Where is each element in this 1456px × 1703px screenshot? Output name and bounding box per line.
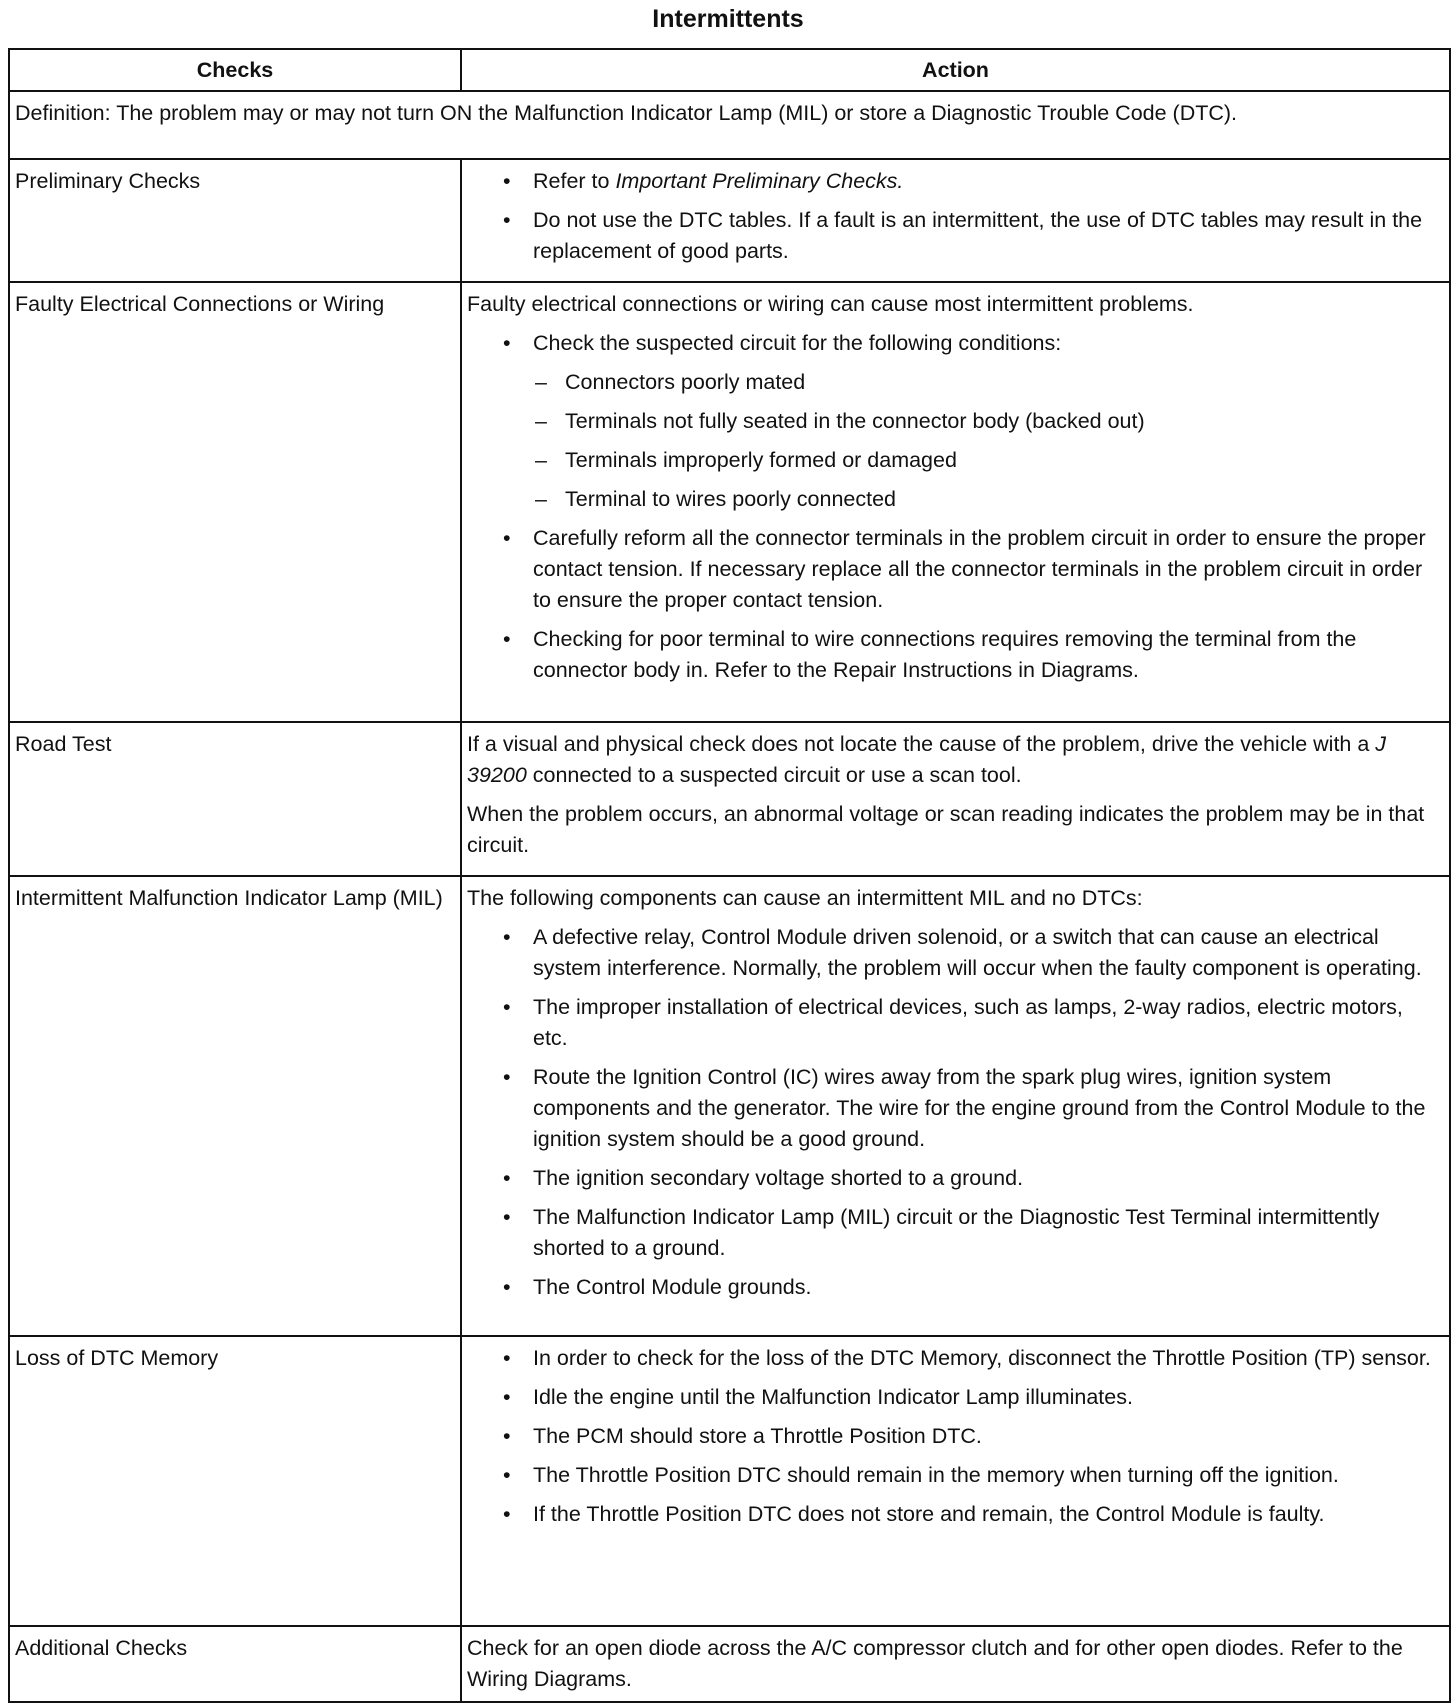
sub-item: – Terminals not fully seated in the connector body (backed out)	[565, 406, 1443, 437]
table-row	[9, 722, 1450, 876]
list-item: • The Malfunction Indicator Lamp (MIL) circuit or the Diagnostic Test Terminal intermittently shorted to a ground.	[533, 1202, 1443, 1264]
list-item	[533, 166, 1443, 197]
sub-item: – Terminal to wires poorly connected	[565, 484, 1443, 515]
list-item: • A defective relay, Control Module driven solenoid, or a switch that can cause an electrical system interference. Normally, the problem will occur when the faulty component is operating.	[533, 922, 1443, 984]
list-item: • The Control Module grounds.	[533, 1272, 1443, 1303]
action-cell: Check for an open diode across the A/C compressor clutch and for other open diodes. Refer to the Wiring Diagrams.	[461, 1626, 1450, 1702]
list-item: • Checking for poor terminal to wire connections requires removing the terminal from the connector body in. Refer to the Repair Instructions in Diagrams.	[533, 624, 1443, 686]
list-item: • Do not use the DTC tables. If a fault is an intermittent, the use of DTC tables may result in the replacement of good parts.	[533, 205, 1443, 267]
paragraph: When the problem occurs, an abnormal voltage or scan reading indicates the problem may be in that circuit.	[467, 802, 1425, 857]
text: connected to a suspected circuit or use a scan tool.	[526, 763, 1022, 787]
table-row	[9, 876, 1450, 1336]
header-checks: Checks	[9, 49, 461, 91]
list-item: • In order to check for the loss of the DTC Memory, disconnect the Throttle Position (TP) sensor.	[533, 1343, 1443, 1374]
list-item: • The ignition secondary voltage shorted to a ground.	[533, 1163, 1443, 1194]
check-label: Loss of DTC Memory	[9, 1336, 461, 1626]
list-item: • The Throttle Position DTC should remain in the memory when turning off the ignition.	[533, 1460, 1443, 1491]
action-cell	[461, 282, 1450, 722]
check-label: Road Test	[9, 722, 461, 876]
list-item: • Carefully reform all the connector terminals in the problem circuit in order to ensure the proper contact tension. If necessary replace all the connector terminals in the problem circuit in order to ensure the proper contact tension.	[533, 523, 1443, 616]
list-item: • Route the Ignition Control (IC) wires away from the spark plug wires, ignition system components and the generator. The wire for the engine ground from the Control Module to the ignition system should be a good ground.	[533, 1062, 1443, 1155]
list-item: • Idle the engine until the Malfunction Indicator Lamp illuminates.	[533, 1382, 1443, 1413]
document-title: Intermittents	[652, 5, 804, 33]
check-label: Additional Checks	[9, 1626, 461, 1702]
reference-link: Important Preliminary Checks.	[615, 169, 904, 193]
check-label: Intermittent Malfunction Indicator Lamp (MIL)	[9, 876, 461, 1336]
check-label: Faulty Electrical Connections or Wiring	[9, 282, 461, 722]
check-label: Preliminary Checks	[9, 159, 461, 282]
list-item: • The PCM should store a Throttle Position DTC.	[533, 1421, 1443, 1452]
bullet-text: Refer to	[533, 169, 616, 193]
action-cell	[461, 159, 1450, 282]
action-cell	[461, 876, 1450, 1336]
action-cell	[461, 1336, 1450, 1626]
table-row	[9, 159, 1450, 282]
sub-item: – Connectors poorly mated	[565, 367, 1443, 398]
definition-text: Definition: The problem may or may not turn ON the Malfunction Indicator Lamp (MIL) or store a Diagnostic Trouble Code (DTC).	[9, 91, 1450, 159]
text: If a visual and physical check does not locate the cause of the problem, drive the vehicle with a	[467, 732, 1376, 756]
bullet-text: Check the suspected circuit for the following conditions:	[533, 331, 1062, 355]
table-row	[9, 1336, 1450, 1626]
table-row	[9, 1626, 1450, 1702]
sub-item: – Terminals improperly formed or damaged	[565, 445, 1443, 476]
intermittents-table	[8, 48, 1451, 1703]
header-row	[9, 49, 1450, 91]
intro-text: The following components can cause an intermittent MIL and no DTCs:	[467, 886, 1143, 910]
definition-row	[9, 91, 1450, 159]
action-cell	[461, 722, 1450, 876]
tool-reference: J 39200	[467, 732, 1387, 787]
paragraph	[467, 729, 1443, 791]
intro-text: Faulty electrical connections or wiring can cause most intermittent problems.	[467, 292, 1194, 316]
table-row	[9, 282, 1450, 722]
header-action: Action	[461, 49, 1450, 91]
list-item	[533, 328, 1443, 515]
list-item: • The improper installation of electrical devices, such as lamps, 2-way radios, electric motors, etc.	[533, 992, 1443, 1054]
list-item: • If the Throttle Position DTC does not store and remain, the Control Module is faulty.	[533, 1499, 1443, 1530]
